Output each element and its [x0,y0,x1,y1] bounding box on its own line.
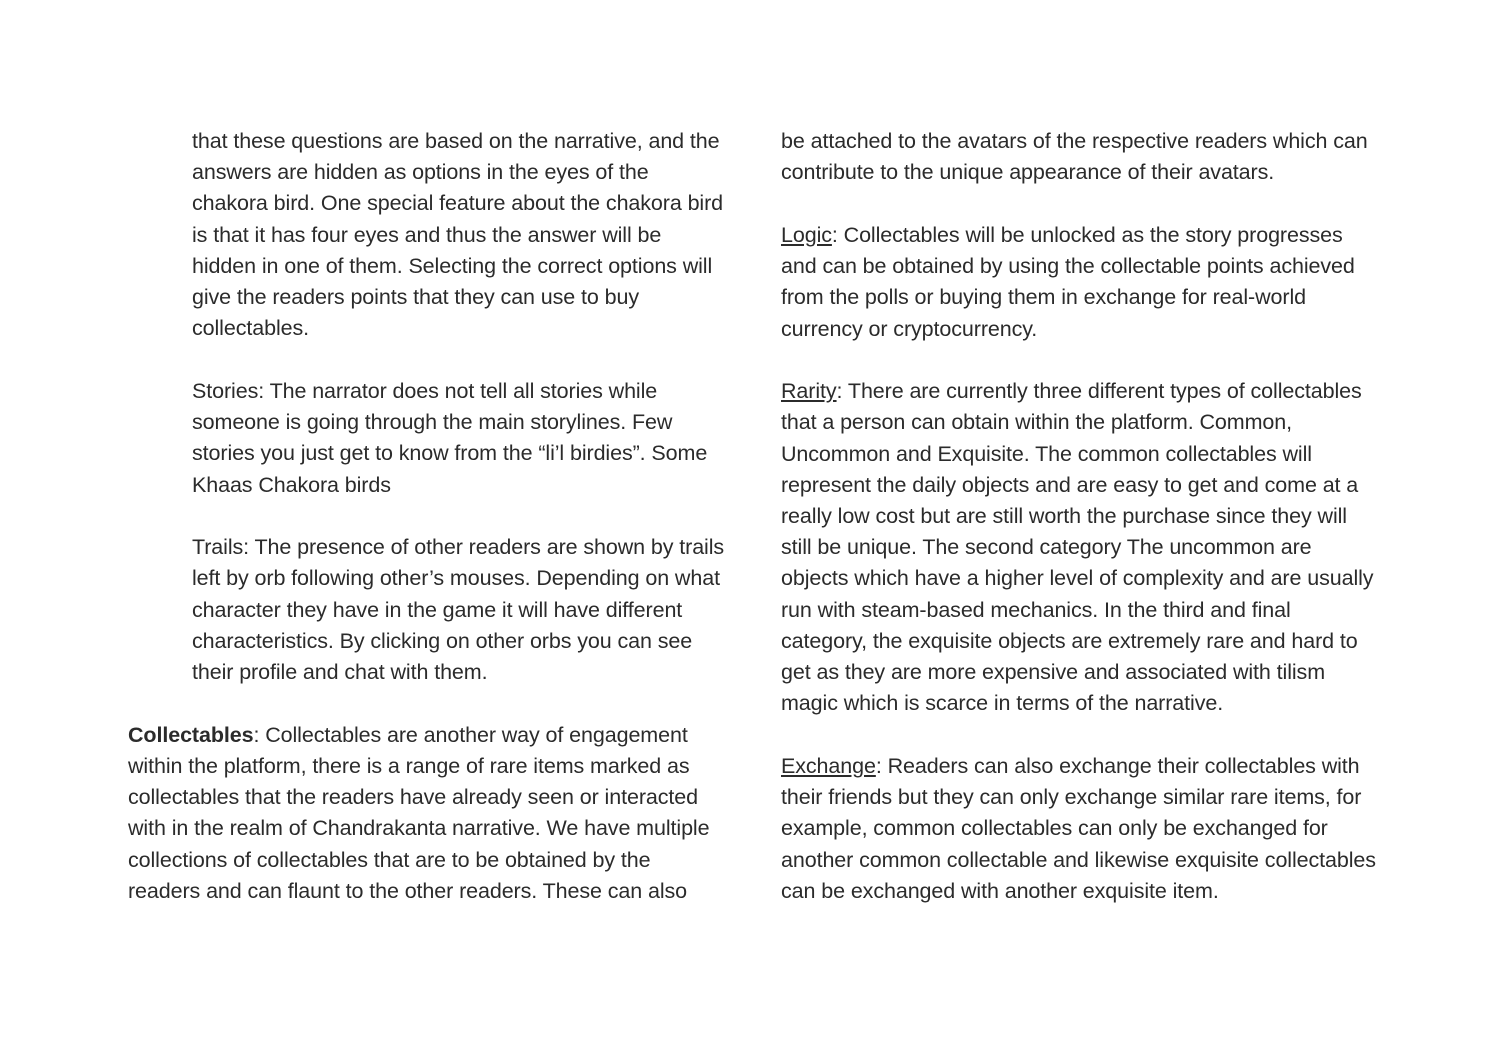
avatars-paragraph [781,126,1381,188]
left-column [128,126,728,938]
exchange-paragraph [781,751,1381,907]
narrative-questions-paragraph [128,126,728,344]
trails-text: Trails: The presence of other readers are shown by trails left by orb following other’s mouses. Depending on what character they have in the game it will have different characteristics. By clicking on other orbs you can see their profile and chat with them. [192,535,725,685]
logic-heading: Logic [781,222,832,247]
exchange-text: : Readers can also exchange their collectables with their friends but they can only exchange similar rare items, for example, common collectables can only be exchanged for another common collectable and likewise exquisite collectables can be exchanged with another exquisite item. [781,753,1376,903]
collectables-paragraph [128,720,728,907]
narrative-questions-text: that these questions are based on the narrative, and the answers are hidden as options in the eyes of the chakora bird. One special feature about the chakora bird is that it has four eyes and thus the answer will be hidden in one of them. Selecting the correct options will give the readers points that they can use to buy collectables. [192,129,724,341]
rarity-heading: Rarity [781,379,837,404]
logic-text: : Collectables will be unlocked as the story progresses and can be obtained by using the collectable points achieved from the polls or buying them in exchange for real-world currency or cryptocurrency. [781,222,1355,341]
rarity-text: : There are currently three different types of collectables that a person can obtain within the platform. Common, Uncommon and Exquisite. The common collectables will represent the daily objects and are easy to get and come at a really low cost but are still worth the purchase since they will still be unique. The second category The uncommon are objects which have a higher level of complexity and are usually run with steam-based mechanics. In the third and final category, the exquisite objects are extremely rare and hard to get as they are more expensive and associated with tilism magic which is scarce in terms of the narrative. [781,379,1374,716]
avatars-text: be attached to the avatars of the respective readers which can contribute to the unique appearance of their avatars. [781,129,1368,185]
exchange-heading: Exchange [781,753,876,778]
logic-paragraph [781,220,1381,345]
stories-paragraph [128,376,728,501]
trails-paragraph [128,532,728,688]
rarity-paragraph [781,376,1381,719]
collectables-heading: Collectables [128,722,254,747]
stories-text: Stories: The narrator does not tell all stories while someone is going through the main storylines. Few stories you just get to know from the “li’l birdies”. Some Khaas Chakora birds [192,378,708,497]
collectables-text: : Collectables are another way of engagement within the platform, there is a range of rare items marked as collectables that the readers have already seen or interacted with in the realm of Chandrakanta narrative. We have multiple collections of collectables that are to be obtained by the readers and can flaunt to the other readers. These can also [128,722,710,903]
right-column [781,126,1381,938]
